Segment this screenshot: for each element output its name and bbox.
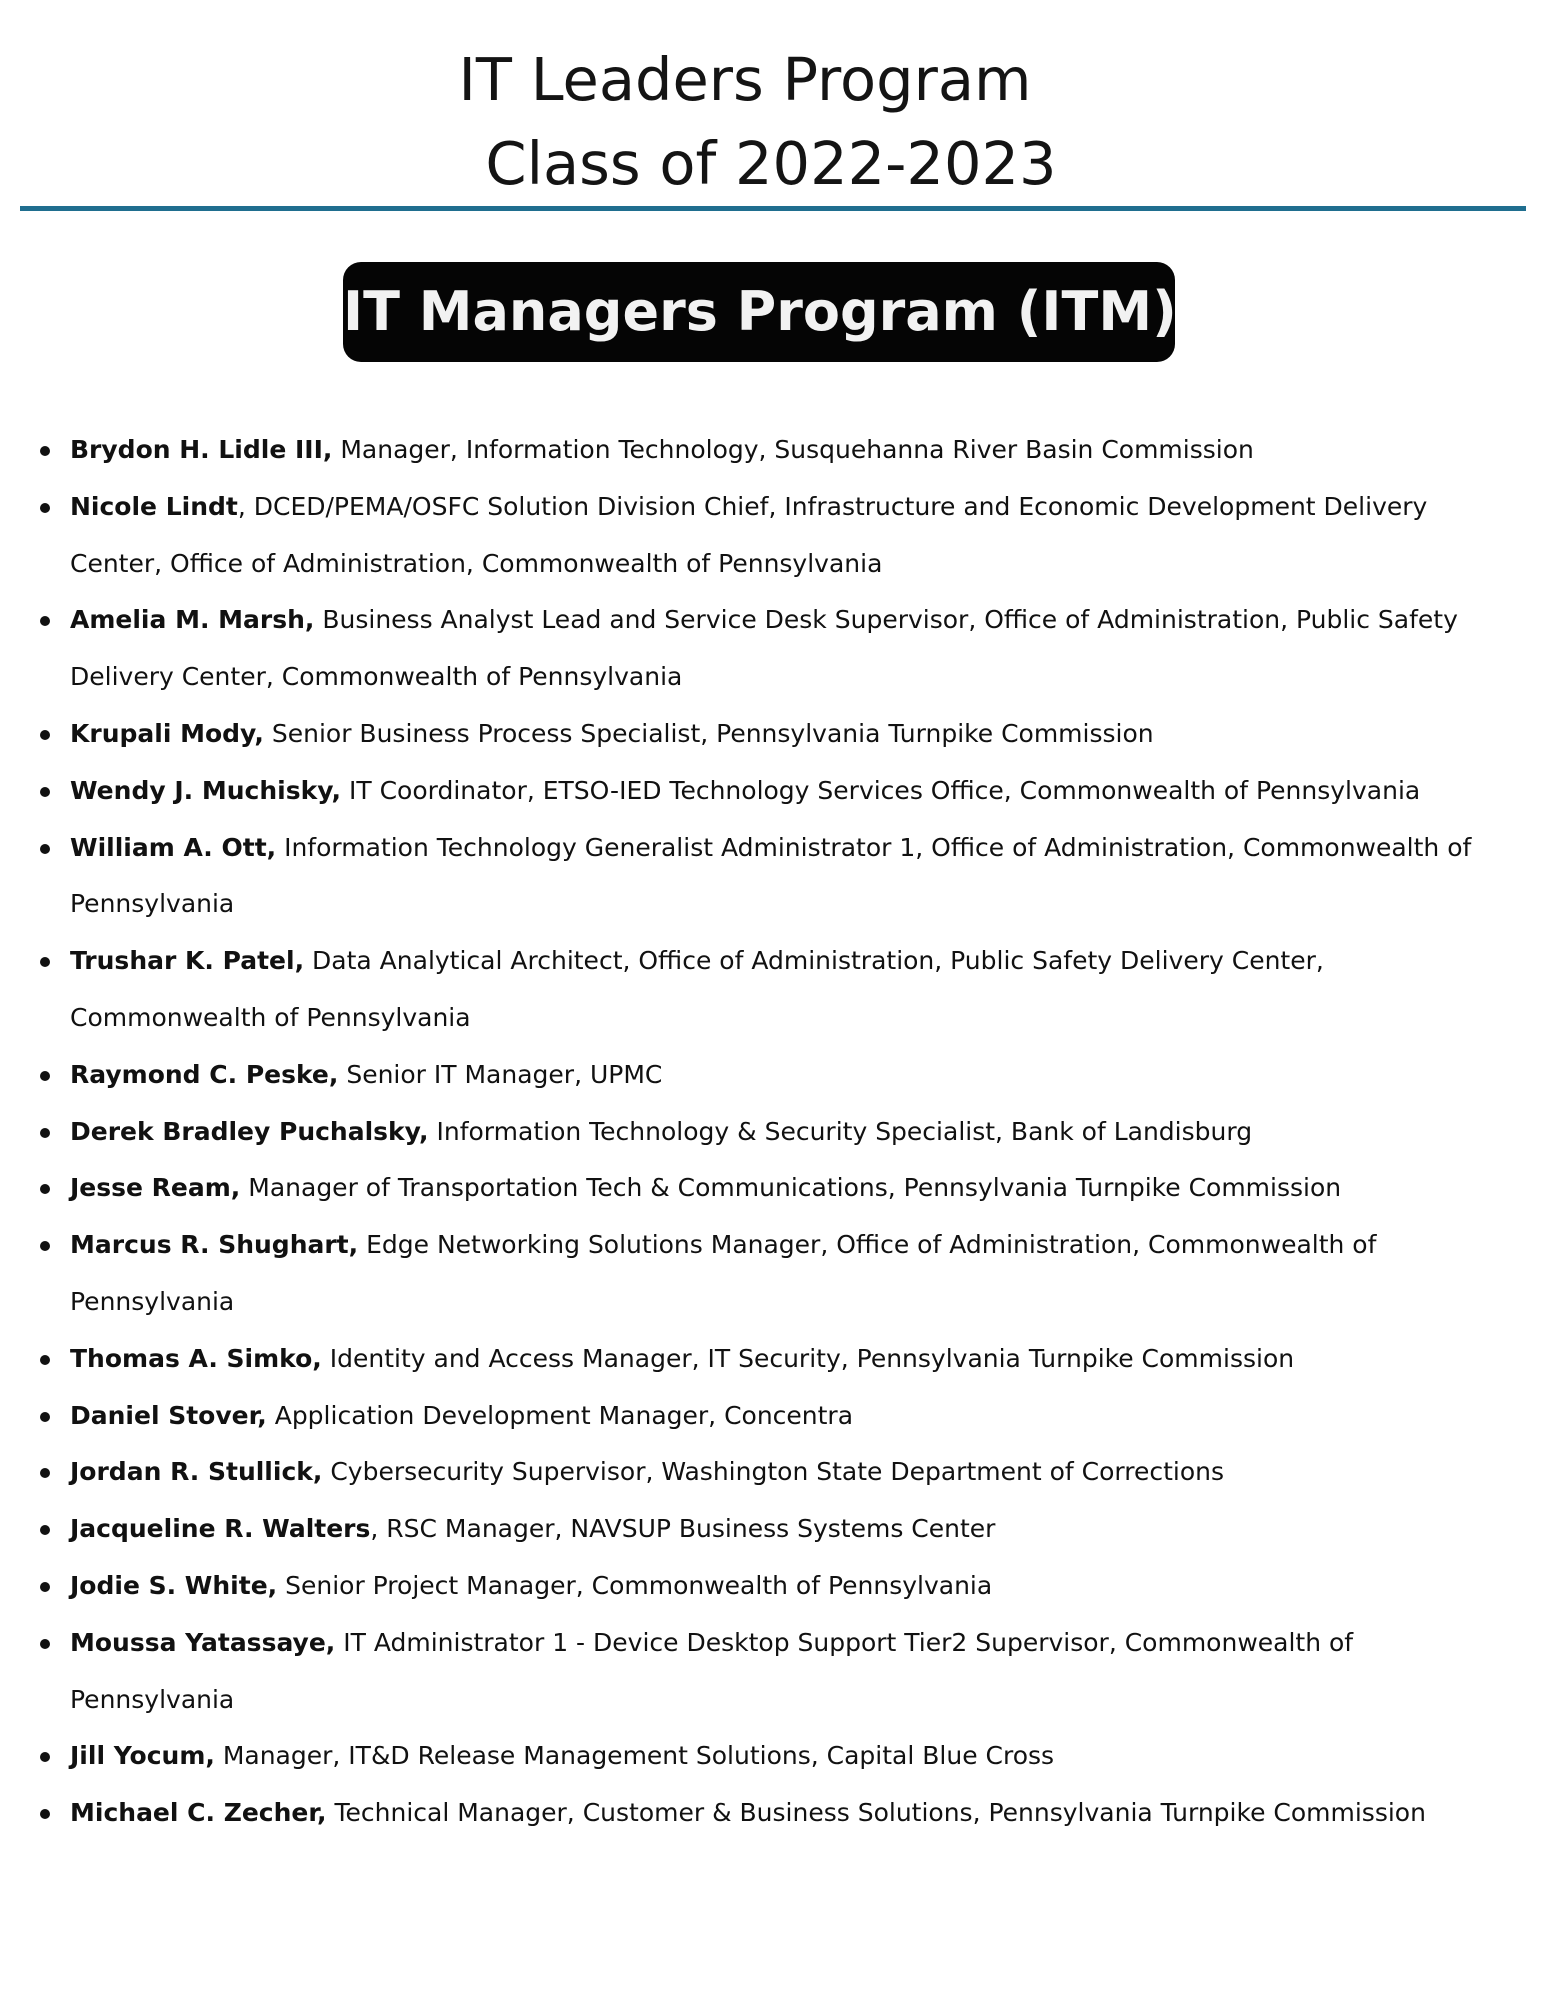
member-role: Business Analyst Lead and Service Desk Supervisor, Office of Administration, Public Safety Delivery Center, Commonwealth of Pennsylvania [70,605,1458,692]
member-name: Amelia M. Marsh, [70,605,315,635]
member-role: Manager of Transportation Tech & Communications, Pennsylvania Turnpike Commission [240,1173,1342,1203]
member-name: Jill Yocum, [70,1741,215,1771]
list-item [70,1558,1530,1615]
member-name: Moussa Yatassaye, [70,1627,336,1657]
member-list [70,422,1530,1842]
list-item [70,820,1530,934]
member-role: Manager, IT&D Release Management Solutions, Capital Blue Cross [214,1741,1055,1771]
member-name: Jacqueline R. Walters [70,1514,371,1544]
member-name: Jordan R. Stullick, [70,1457,323,1487]
list-item [70,763,1530,820]
list-item [70,1331,1530,1388]
member-name: Jodie S. White, [70,1570,278,1600]
member-name: Michael C. Zecher, [70,1798,327,1828]
member-role: IT Coordinator, ETSO-IED Technology Services Office, Commonwealth of Pennsylvania [341,775,1421,805]
list-item [70,422,1530,479]
member-name: Raymond C. Peske, [70,1059,339,1089]
member-name: Daniel Stover, [70,1400,267,1430]
member-role: Identity and Access Manager, IT Security, Pennsylvania Turnpike Commission [321,1343,1295,1373]
member-role: Manager, Information Technology, Susquehanna River Basin Commission [332,435,1254,464]
member-role: Senior Project Manager, Commonwealth of Pennsylvania [277,1570,993,1600]
list-item [70,1501,1530,1558]
member-role: Application Development Manager, Concentra [266,1400,854,1430]
list-item [70,933,1530,1047]
list-item [70,1444,1530,1501]
member-role: Information Technology Generalist Administrator 1, Office of Administration, Commonwealth of Pennsylvania [70,832,1472,919]
list-item [70,1615,1530,1729]
member-role: Edge Networking Solutions Manager, Office of Administration, Commonwealth of Pennsylvania [70,1230,1377,1316]
page-header [0,38,1545,206]
member-name: Thomas A. Simko, [70,1343,322,1373]
list-item [70,706,1530,763]
member-name: Trushar K. Patel, [70,946,305,976]
member-role: Senior Business Process Specialist, Pennsylvania Turnpike Commission [263,718,1154,748]
member-role: Information Technology & Security Specialist, Bank of Landisburg [428,1116,1253,1146]
list-item [70,1104,1530,1161]
member-name: Nicole Lindt [70,491,238,521]
member-role: IT Administrator 1 - Device Desktop Support Tier2 Supervisor, Commonwealth of Pennsylvania [70,1627,1354,1714]
list-item [70,1047,1530,1104]
list-item [70,479,1530,593]
list-item [70,592,1530,706]
member-role: Cybersecurity Supervisor, Washington State Department of Corrections [322,1457,1224,1487]
member-role: Senior IT Manager, UPMC [338,1059,663,1089]
page-subtitle: Class of 2022-2023 [485,129,1057,198]
member-name: Marcus R. Shughart, [70,1230,359,1260]
list-item [70,1388,1530,1445]
member-role: , DCED/PEMA/OSFC Solution Division Chief, Infrastructure and Economic Development Delivery Center, Office of Administration, Commonwealth of Pennsylvania [70,491,1428,578]
member-name: Wendy J. Muchisky, [70,775,342,805]
member-role: Data Analytical Architect, Office of Administration, Public Safety Delivery Center, Commonwealth of Pennsylvania [70,946,1324,1032]
list-item [70,1785,1530,1842]
header-divider [20,206,1526,211]
list-item [70,1160,1530,1217]
list-item [70,1728,1530,1785]
member-name: Krupali Mody, [70,718,264,748]
member-role: , RSC Manager, NAVSUP Business Systems Center [370,1514,996,1544]
page-title: IT Leaders Program [458,45,1032,114]
member-role: Technical Manager, Customer & Business Solutions, Pennsylvania Turnpike Commission [326,1798,1426,1828]
list-item [70,1217,1530,1331]
member-name: William A. Ott, [70,832,277,862]
member-name: Jesse Ream, [70,1173,241,1203]
section-badge: IT Managers Program (ITM) [343,262,1175,362]
member-name: Derek Bradley Puchalsky, [70,1116,429,1146]
member-name: Brydon H. Lidle III, [70,435,333,464]
